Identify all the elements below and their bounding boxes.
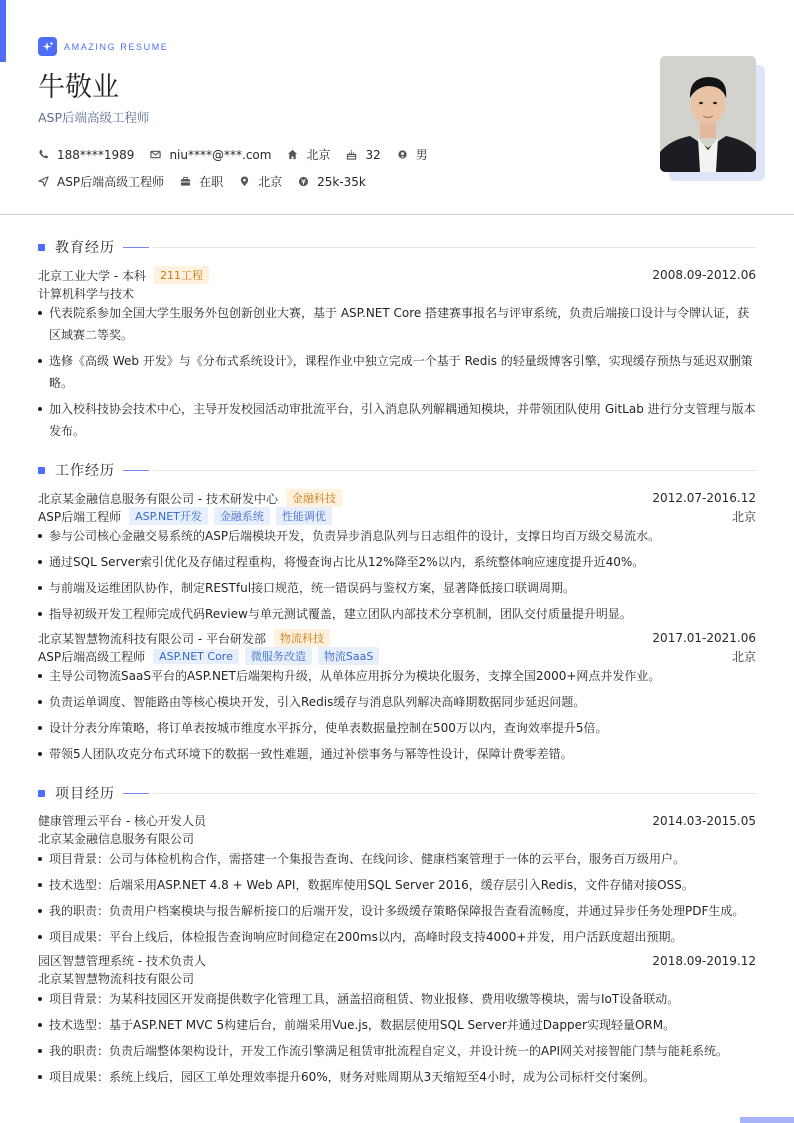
job-2-bullets — [38, 665, 756, 769]
list-item: 技术选型：基于ASP.NET MVC 5构建后台，前端采用Vue.js，数据层使用SQL Server并通过Dapper实现轻量ORM。 — [38, 1014, 756, 1036]
project-2-bullets — [38, 988, 756, 1092]
section-rule — [153, 247, 756, 248]
list-item: 我的职责：负责用户档案模块与报告解析接口的后端开发，设计多级缓存策略保障报告查看流畅度，并通过异步任务处理PDF生成。 — [38, 900, 756, 922]
job-role: ASP后端工程师 — [38, 509, 122, 524]
job-industry-tag: 金融科技 — [286, 489, 342, 507]
school-name: 北京工业大学 - 本科 — [38, 268, 146, 283]
section-label: 工作经历 — [55, 463, 115, 479]
list-item: 与前端及运维团队协作，制定RESTful接口规范，统一错误码与鉴权方案，显著降低接口联调周期。 — [38, 577, 756, 599]
list-item: 主导公司物流SaaS平台的ASP.NET后端架构升级，从单体应用拆分为模块化服务，支撑全国2000+网点并发作业。 — [38, 665, 756, 687]
section-rule — [153, 470, 756, 471]
job-intent-row — [38, 173, 382, 190]
skill-tag: 性能调优 — [276, 507, 332, 525]
project-name: 园区智慧管理系统 - 技术负责人 — [38, 954, 206, 968]
list-item: 通过SQL Server索引优化及存储过程重构，将慢查询占比从12%降至2%以内，系统整体响应速度提升近40%。 — [38, 551, 756, 573]
list-item: 项目成果：系统上线后，园区工单处理效率提升60%，财务对账周期从3天缩短至4小时，成为公司标杆交付案例。 — [38, 1066, 756, 1088]
cake-icon — [346, 149, 357, 160]
residence-text: 北京 — [306, 148, 331, 162]
send-icon — [38, 176, 49, 187]
mail-icon — [150, 149, 161, 160]
phone-text: 188****1989 — [57, 147, 135, 162]
brand-text: AMAZING RESUME — [64, 41, 169, 52]
project-1-head — [38, 812, 756, 829]
intent-city-text: 北京 — [258, 175, 283, 189]
profile-photo — [660, 56, 756, 172]
job-city: 北京 — [731, 649, 756, 664]
job-1-role-row — [38, 507, 756, 525]
list-item: 指导初级开发工程师完成代码Review与单元测试覆盖，建立团队内部技术分享机制，团队交付质量提升明显。 — [38, 603, 756, 625]
phone-item — [38, 148, 134, 162]
job-company: 北京某智慧物流科技有限公司 - 平台研发部 — [38, 631, 266, 646]
home-icon — [287, 149, 298, 160]
section-work-heading — [38, 460, 756, 480]
contact-row — [38, 146, 444, 163]
school-tag: 211工程 — [154, 266, 209, 284]
section-dash — [123, 793, 149, 794]
gender-item — [397, 146, 428, 163]
list-item: 项目成果：平台上线后，体检报告查询响应时间稳定在200ms以内，高峰时段支持4000+并发，用户活跃度超出预期。 — [38, 926, 756, 948]
section-marker-icon — [38, 467, 45, 474]
job-1-bullets — [38, 525, 756, 629]
job-2-role-row — [38, 647, 756, 665]
email-item — [150, 148, 271, 162]
project-1-company-row — [38, 830, 756, 847]
job-role: ASP后端高级工程师 — [38, 649, 146, 664]
project-1-bullets — [38, 848, 756, 952]
salary-icon — [298, 176, 309, 187]
phone-icon — [38, 149, 49, 160]
header-divider — [0, 214, 794, 215]
intent-city-item — [239, 173, 282, 190]
list-item: 负责运单调度、智能路由等核心模块开发，引入Redis缓存与消息队列解决高峰期数据同步延迟问题。 — [38, 691, 756, 713]
job-2-head — [38, 629, 756, 647]
list-item: 代表院系参加全国大学生服务外包创新创业大赛，基于 ASP.NET Core 搭建赛事报名与评审系统，负责后端接口设计与令牌认证，获区域赛二等奖。 — [38, 302, 756, 346]
skill-tag: 微服务改造 — [245, 647, 312, 665]
job-company: 北京某金融信息服务有限公司 - 技术研发中心 — [38, 491, 278, 506]
skill-tag: 物流SaaS — [318, 647, 379, 665]
candidate-title: ASP后端高级工程师 — [38, 110, 150, 125]
email-text: niu****@***.com — [169, 147, 272, 162]
age-text: 32 — [365, 147, 381, 162]
list-item: 加入校科技协会技术中心，主导开发校园活动审批流平台，引入消息队列解耦通知模块，并带领团队使用 GitLab 进行分支管理与版本发布。 — [38, 398, 756, 442]
skill-tag: ASP.NET Core — [153, 649, 239, 664]
candidate-name: 牛敬业 — [38, 72, 119, 103]
education-date: 2008.09-2012.06 — [652, 268, 756, 282]
skill-tag: 金融系统 — [214, 507, 270, 525]
job-industry-tag: 物流科技 — [274, 629, 330, 647]
bottom-accent-bar — [740, 1117, 794, 1123]
project-company: 北京某智慧物流科技有限公司 — [38, 972, 195, 986]
job-date: 2017.01-2021.06 — [652, 631, 756, 645]
age-item — [346, 148, 380, 162]
section-marker-icon — [38, 790, 45, 797]
project-2-head — [38, 952, 756, 969]
education-entry-head — [38, 266, 756, 284]
brand — [38, 37, 168, 56]
section-education-heading — [38, 237, 756, 257]
intent-position-text: ASP后端高级工程师 — [57, 175, 165, 189]
education-major-row — [38, 285, 756, 302]
job-date: 2012.07-2016.12 — [652, 491, 756, 505]
project-company: 北京某金融信息服务有限公司 — [38, 832, 195, 846]
major: 计算机科学与技术 — [38, 287, 135, 301]
section-dash — [123, 470, 149, 471]
list-item: 选修《高级 Web 开发》与《分布式系统设计》，课程作业中独立完成一个基于 Redis 的轻量级博客引擎，实现缓存预热与延迟双删策略。 — [38, 350, 756, 394]
salary-text: 25k-35k — [317, 174, 366, 189]
list-item: 参与公司核心金融交易系统的ASP后端模块开发，负责异步消息队列与日志组件的设计，支撑日均百万级交易流水。 — [38, 525, 756, 547]
left-accent-bar — [0, 0, 6, 62]
section-label: 教育经历 — [55, 240, 115, 256]
education-bullets — [38, 302, 756, 446]
status-text: 在职 — [199, 175, 224, 189]
list-item: 项目背景：为某科技园区开发商提供数字化管理工具，涵盖招商租赁、物业报修、费用收缴等模块，需与IoT设备联动。 — [38, 988, 756, 1010]
list-item: 带领5人团队攻克分布式环境下的数据一致性难题，通过补偿事务与幂等性设计，保障计费零差错。 — [38, 743, 756, 765]
list-item: 我的职责：负责后端整体架构设计，开发工作流引擎满足租赁审批流程自定义，并设计统一的API网关对接智能门禁与能耗系统。 — [38, 1040, 756, 1062]
skill-tag: ASP.NET开发 — [129, 507, 208, 525]
project-2-company-row — [38, 970, 756, 987]
sparkle-icon — [38, 37, 57, 56]
project-date: 2014.03-2015.05 — [652, 813, 756, 828]
location-icon — [239, 176, 250, 187]
salary-item — [298, 175, 366, 189]
status-item — [180, 173, 223, 190]
section-marker-icon — [38, 244, 45, 251]
intent-position-item — [38, 173, 164, 190]
job-city: 北京 — [731, 509, 756, 524]
project-date: 2018.09-2019.12 — [652, 953, 756, 968]
project-name: 健康管理云平台 - 核心开发人员 — [38, 814, 206, 828]
section-projects-heading — [38, 783, 756, 803]
briefcase-icon — [180, 176, 191, 187]
list-item: 设计分表分库策略，将订单表按城市维度水平拆分，使单表数据量控制在500万以内，查询效率提升5倍。 — [38, 717, 756, 739]
gender-icon — [397, 149, 408, 160]
residence-item — [287, 146, 330, 163]
job-1-head — [38, 489, 756, 507]
gender-text: 男 — [415, 148, 428, 162]
list-item: 项目背景：公司与体检机构合作，需搭建一个集报告查询、在线问诊、健康档案管理于一体的云平台，服务百万级用户。 — [38, 848, 756, 870]
section-label: 项目经历 — [55, 786, 115, 802]
section-dash — [123, 247, 149, 248]
list-item: 技术选型：后端采用ASP.NET 4.8 + Web API，数据库使用SQL Server 2016，缓存层引入Redis，文件存储对接OSS。 — [38, 874, 756, 896]
section-rule — [153, 793, 756, 794]
